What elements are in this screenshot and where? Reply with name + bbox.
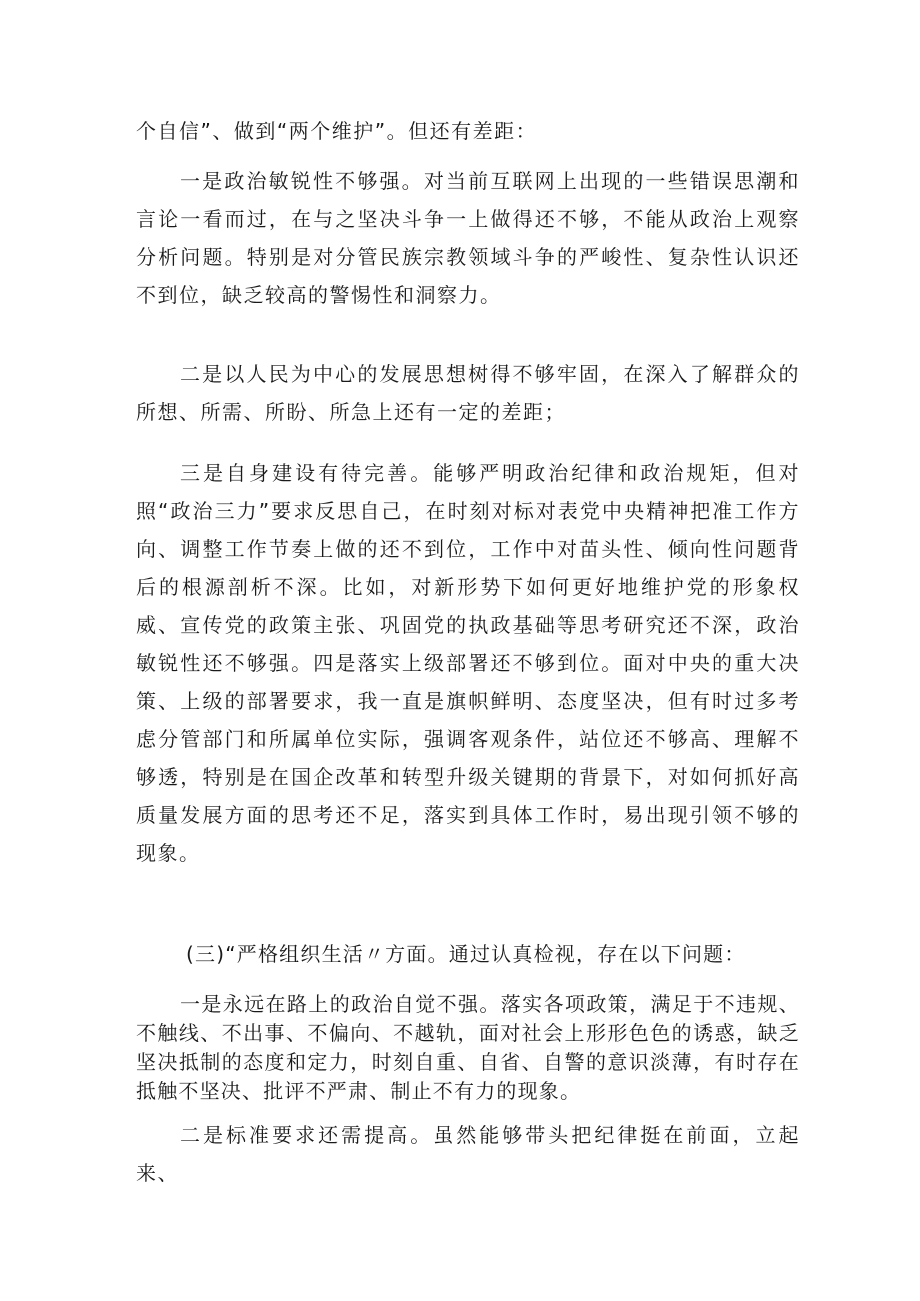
section-heading-3: (三)“严格组织生活〃方面。通过认真检视，存在以下问题： — [186, 942, 746, 966]
paragraph-standards: 二是标准要求还需提高。虽然能够带头把纪律挺在前面，立起来、 — [136, 1123, 800, 1185]
paragraph-people-centered: 二是以人民为中心的发展思想树得不够牢固，在深入了解群众的所想、所需、所盼、所急上还有一定的差距； — [136, 362, 800, 424]
paragraph-political-consciousness: 一是永远在路上的政治自觉不强。落实各项政策，满足于不违规、不触线、不出事、不偏向、不越轨，面对社会上形形色色的诱惑，缺乏坚决抵制的态度和定力，时刻自重、自省、自警的意识淡薄，有时存在抵触不坚决、批评不严肃、制止不有力的现象。 — [136, 992, 800, 1103]
paragraph-self-construction: 三是自身建设有待完善。能够严明政治纪律和政治规矩，但对照“政治三力”要求反思自己，在时刻对标对表党中央精神把准工作方向、调整工作节奏上做的还不到位，工作中对苗头性、倾向性问题背后的根源剖析不深。比如，对新形势下如何更好地维护党的形象权威、宣传党的政策主张、巩固党的执政基础等思考研究还不深，政治敏锐性还不够强。四是落实上级部署还不够到位。面对中央的重大决策、上级的部署要求，我一直是旗帜鲜明、态度坚决，但有时过多考虑分管部门和所属单位实际，强调客观条件，站位还不够高、理解不够透，特别是在国企改革和转型升级关键期的背景下，对如何抓好高质量发展方面的思考还不足，落实到具体工作时，易出现引领不够的现象。 — [136, 461, 800, 865]
paragraph-political-sensitivity: 一是政治敏锐性不够强。对当前互联网上出现的一些错误思潮和言论一看而过，在与之坚决斗争一上做得还不够，不能从政治上观察分析问题。特别是对分管民族宗教领域斗争的严峻性、复杂性认识还不到位，缺乏较高的警惕性和洞察力。 — [136, 169, 800, 307]
paragraph-continued: 个自信”、做到“两个维护”。但还有差距： — [136, 119, 538, 143]
